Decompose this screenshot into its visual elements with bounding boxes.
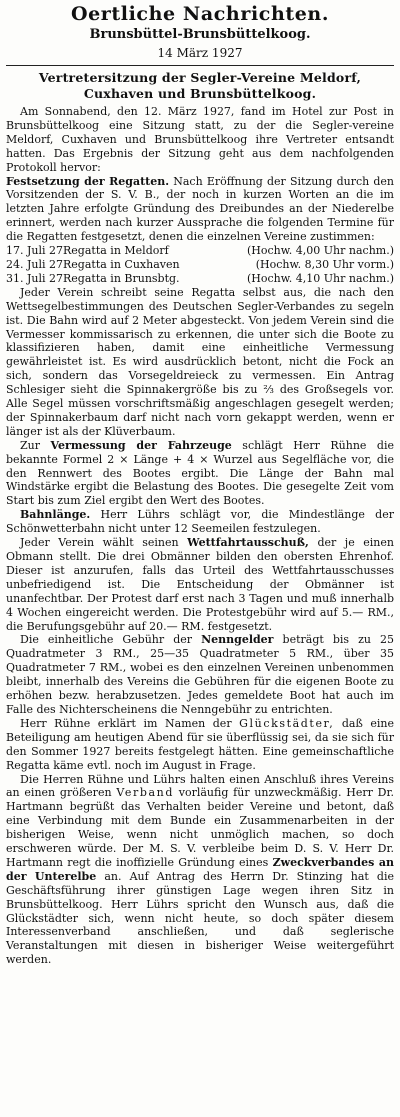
measurement-lead: Zur — [20, 438, 40, 452]
regatta-date: 17. Juli 27 — [6, 244, 64, 258]
race-committee-text: der je einen Obmann stellt. Die drei Obmänner bilden den obersten Ehrenhof. Dieser ist anzurufen, falls das Urteil des Wettfahrtausschusses unbefriedigend ist. Die Entscheidung der Obmänner ist unanfechtbar. Der Protest darf erst nach 3 Tagen und muß innerhalb 4 Wochen eingereicht werden. Die Protestgebühr wird auf 5.— RM., die Berufungsgebühr auf 20.— RM. festgesetzt. — [6, 536, 394, 633]
intro-text: Am Sonnabend, den 12. März 1927, fand im Hotel zur Post in Brunsbüttelkoog eine Sitzung statt, zu der die Segler-vereine Meldorf, Cuxhaven und Brunsbüttelkoog ihre Vertreter entsandt hatten. Das Ergebnis der Sitzung geht aus dem nachfolgenden Protokoll hervor: — [6, 105, 394, 174]
measurement-heading: Vermessung der Fahrzeuge — [50, 438, 232, 452]
course-length-text: Herr Lührs schlägt vor, die Mindestlänge der Schönwetterbahn nicht unter 12 Seemeilen festzulegen. — [6, 508, 394, 536]
glueckstadt-text: daß eine Beteiligung am heutigen Abend für sie überflüssig sei, da sie sich für den Sommer 1927 bereits festgelegt hätten. Eine gemeinschaftliche Regatta käme evtl. noch im August in Frage. — [6, 716, 394, 772]
intro-paragraph — [6, 105, 394, 175]
entry-fees-text: beträgt bis zu 25 Quadratmeter 3 RM., 25—35 Quadratmeter 5 RM., über 35 Quadratmeter 7 RM., wobei es den einzelnen Vereinen unbenommen bleibt, innerhalb des Vereins die Gebühren für die eigenen Boote zu erhöhen bezw. herabzusetzen. Jedes gemeldete Boot hat auch im Falle des Nichterscheinens die Nenngebühr zu entrichten. — [6, 633, 395, 716]
regatta-dates-paragraph — [6, 175, 394, 245]
entry-fees-paragraph — [6, 633, 394, 716]
regatta-location: Regatta in Brunsbtg. — [63, 271, 180, 285]
race-rules-text: Jeder Verein schreibt seine Regatta selbst aus, die nach den Wettsegelbestimmungen des Deutschen Segler-Verbandes zu segeln ist. Die Bahn wird auf 2 Meter abgesteckt. Von jedem Verein sind die Vermesser kommissarisch zu erkennen, die unter sich die Boote zu klassifizieren haben, damit eine einheitliche Vermessung gewährleistet ist. Es wird ausdrücklich betont, nicht die Fock an sich, sondern das Vorsegeldreieck zu vermessen. Ein Antrag Schlesiger sieht die Spinnakergröße bis zu ⅔ des Großsegels vor. Alle Segel müssen vorschriftsmäßig angeschlagen gesegelt werden; der Spinnakerbaum darf nicht nach vorn gekappt werden, wenn er länger ist als der Klüverbaum. — [6, 285, 394, 438]
glueckstadt-lead: Herr Rühne erklärt im Namen der — [20, 716, 232, 730]
regatta-location: Regatta in Meldorf — [63, 244, 169, 258]
association-emphasis: Verband — [116, 786, 174, 800]
measurement-text: schlägt Herr Rühne die bekannte Formel 2 × Länge + 4 × Wurzel aus Segelfläche vor, die den Rennwert des Bootes ergibt. Die Länge der Bahn mal Windstärke ergibt die Belastung des Bootes. Die gesegelte Zeit vom Start bis zum Ziel ergibt den Wert des Bootes. — [6, 438, 394, 508]
race-committee-paragraph — [6, 536, 394, 633]
association-lead: Die Herren Rühne und Lührs halten einen Anschluß ihres Vereins an einen größeren — [6, 772, 394, 800]
regatta-date: 24. Juli 27 — [6, 257, 64, 271]
regatta-date: 31. Juli 27 — [6, 271, 64, 285]
association-paragraph — [6, 773, 394, 968]
dateline: 14 März 1927 — [157, 46, 243, 60]
regatta-schedule — [6, 244, 394, 286]
divider-rule — [6, 65, 394, 66]
association-middle: vorläufig für unzweckmäßig. Herr Dr. Hartmann begrüßt das Verhalten beider Vereine und betont, daß eine Verbindung mit dem Bunde ein Zusammenarbeiten in der bisherigen Weise, wenn nicht unmöglich machen, so doch erschweren würde. Der M. S. V. verbleibe beim D. S. V. Herr Dr. Hartmann regt die inoffizielle Gründung eines — [6, 786, 394, 869]
association-heading: Zweckverbandes an der Unterelbe — [6, 855, 395, 883]
course-length-heading: Bahnlänge. — [20, 508, 91, 522]
entry-fees-lead: Die einheitliche Gebühr der — [20, 633, 193, 647]
regatta-location: Regatta in Cuxhaven — [63, 257, 180, 271]
regatta-row — [6, 272, 394, 286]
glueckstadt-paragraph — [6, 717, 394, 773]
measurement-paragraph — [6, 439, 394, 509]
entry-fees-heading: Nenngelder — [201, 633, 274, 647]
regatta-dates-heading: Festsetzung der Regatten. — [6, 174, 170, 188]
race-committee-heading: Wettfahrtausschuß, — [187, 536, 309, 550]
article-body — [6, 105, 394, 967]
locality-subhead: Brunsbüttel-Brunsbüttelkoog. — [89, 27, 311, 42]
regatta-high-tide: (Hochw. 8,30 Uhr vorm.) — [255, 257, 394, 271]
regatta-high-tide: (Hochw. 4,10 Uhr nachm.) — [246, 271, 394, 285]
race-committee-lead: Jeder Verein wählt seinen — [20, 536, 179, 550]
article-headline: Vertretersitzung der Segler-Vereine Meldorf, Cuxhaven und Brunsbüttelkoog. — [38, 70, 362, 101]
section-masthead: Oertliche Nachrichten. — [70, 3, 330, 25]
association-text: an. Auf Antrag des Herrn Dr. Stinzing hat die Geschäftsführung ihrer günstigen Lage wegen ihren Sitz in Brunsbüttelkoog. Herr Lührs spricht den Wunsch aus, daß die Glückstädter sich, wenn nicht heute, so doch später diesem Interessenverband anschließen, und daß seglerische Veranstaltungen mit diesen in bisheriger Weise weitergeführt werden. — [6, 869, 394, 967]
course-length-paragraph — [6, 508, 394, 536]
race-rules-paragraph — [6, 286, 394, 439]
regatta-dates-text: Nach Eröffnung der Sitzung durch den Vorsitzenden der S. V. B., der noch in kurzen Worten an die im letzten Jahre erfolgte Gründung des Dreibundes an der Niederelbe erinnert, werden nach kurzer Aussprache die folgenden Termine für die Regatten festgesetzt, denen die einzelnen Vereine zustimmen: — [6, 174, 394, 244]
regatta-row — [6, 244, 394, 258]
regatta-high-tide: (Hochw. 4,00 Uhr nachm.) — [246, 244, 394, 258]
regatta-row — [6, 258, 394, 272]
glueckstadt-emphasis: Glückstädter, — [239, 716, 335, 730]
